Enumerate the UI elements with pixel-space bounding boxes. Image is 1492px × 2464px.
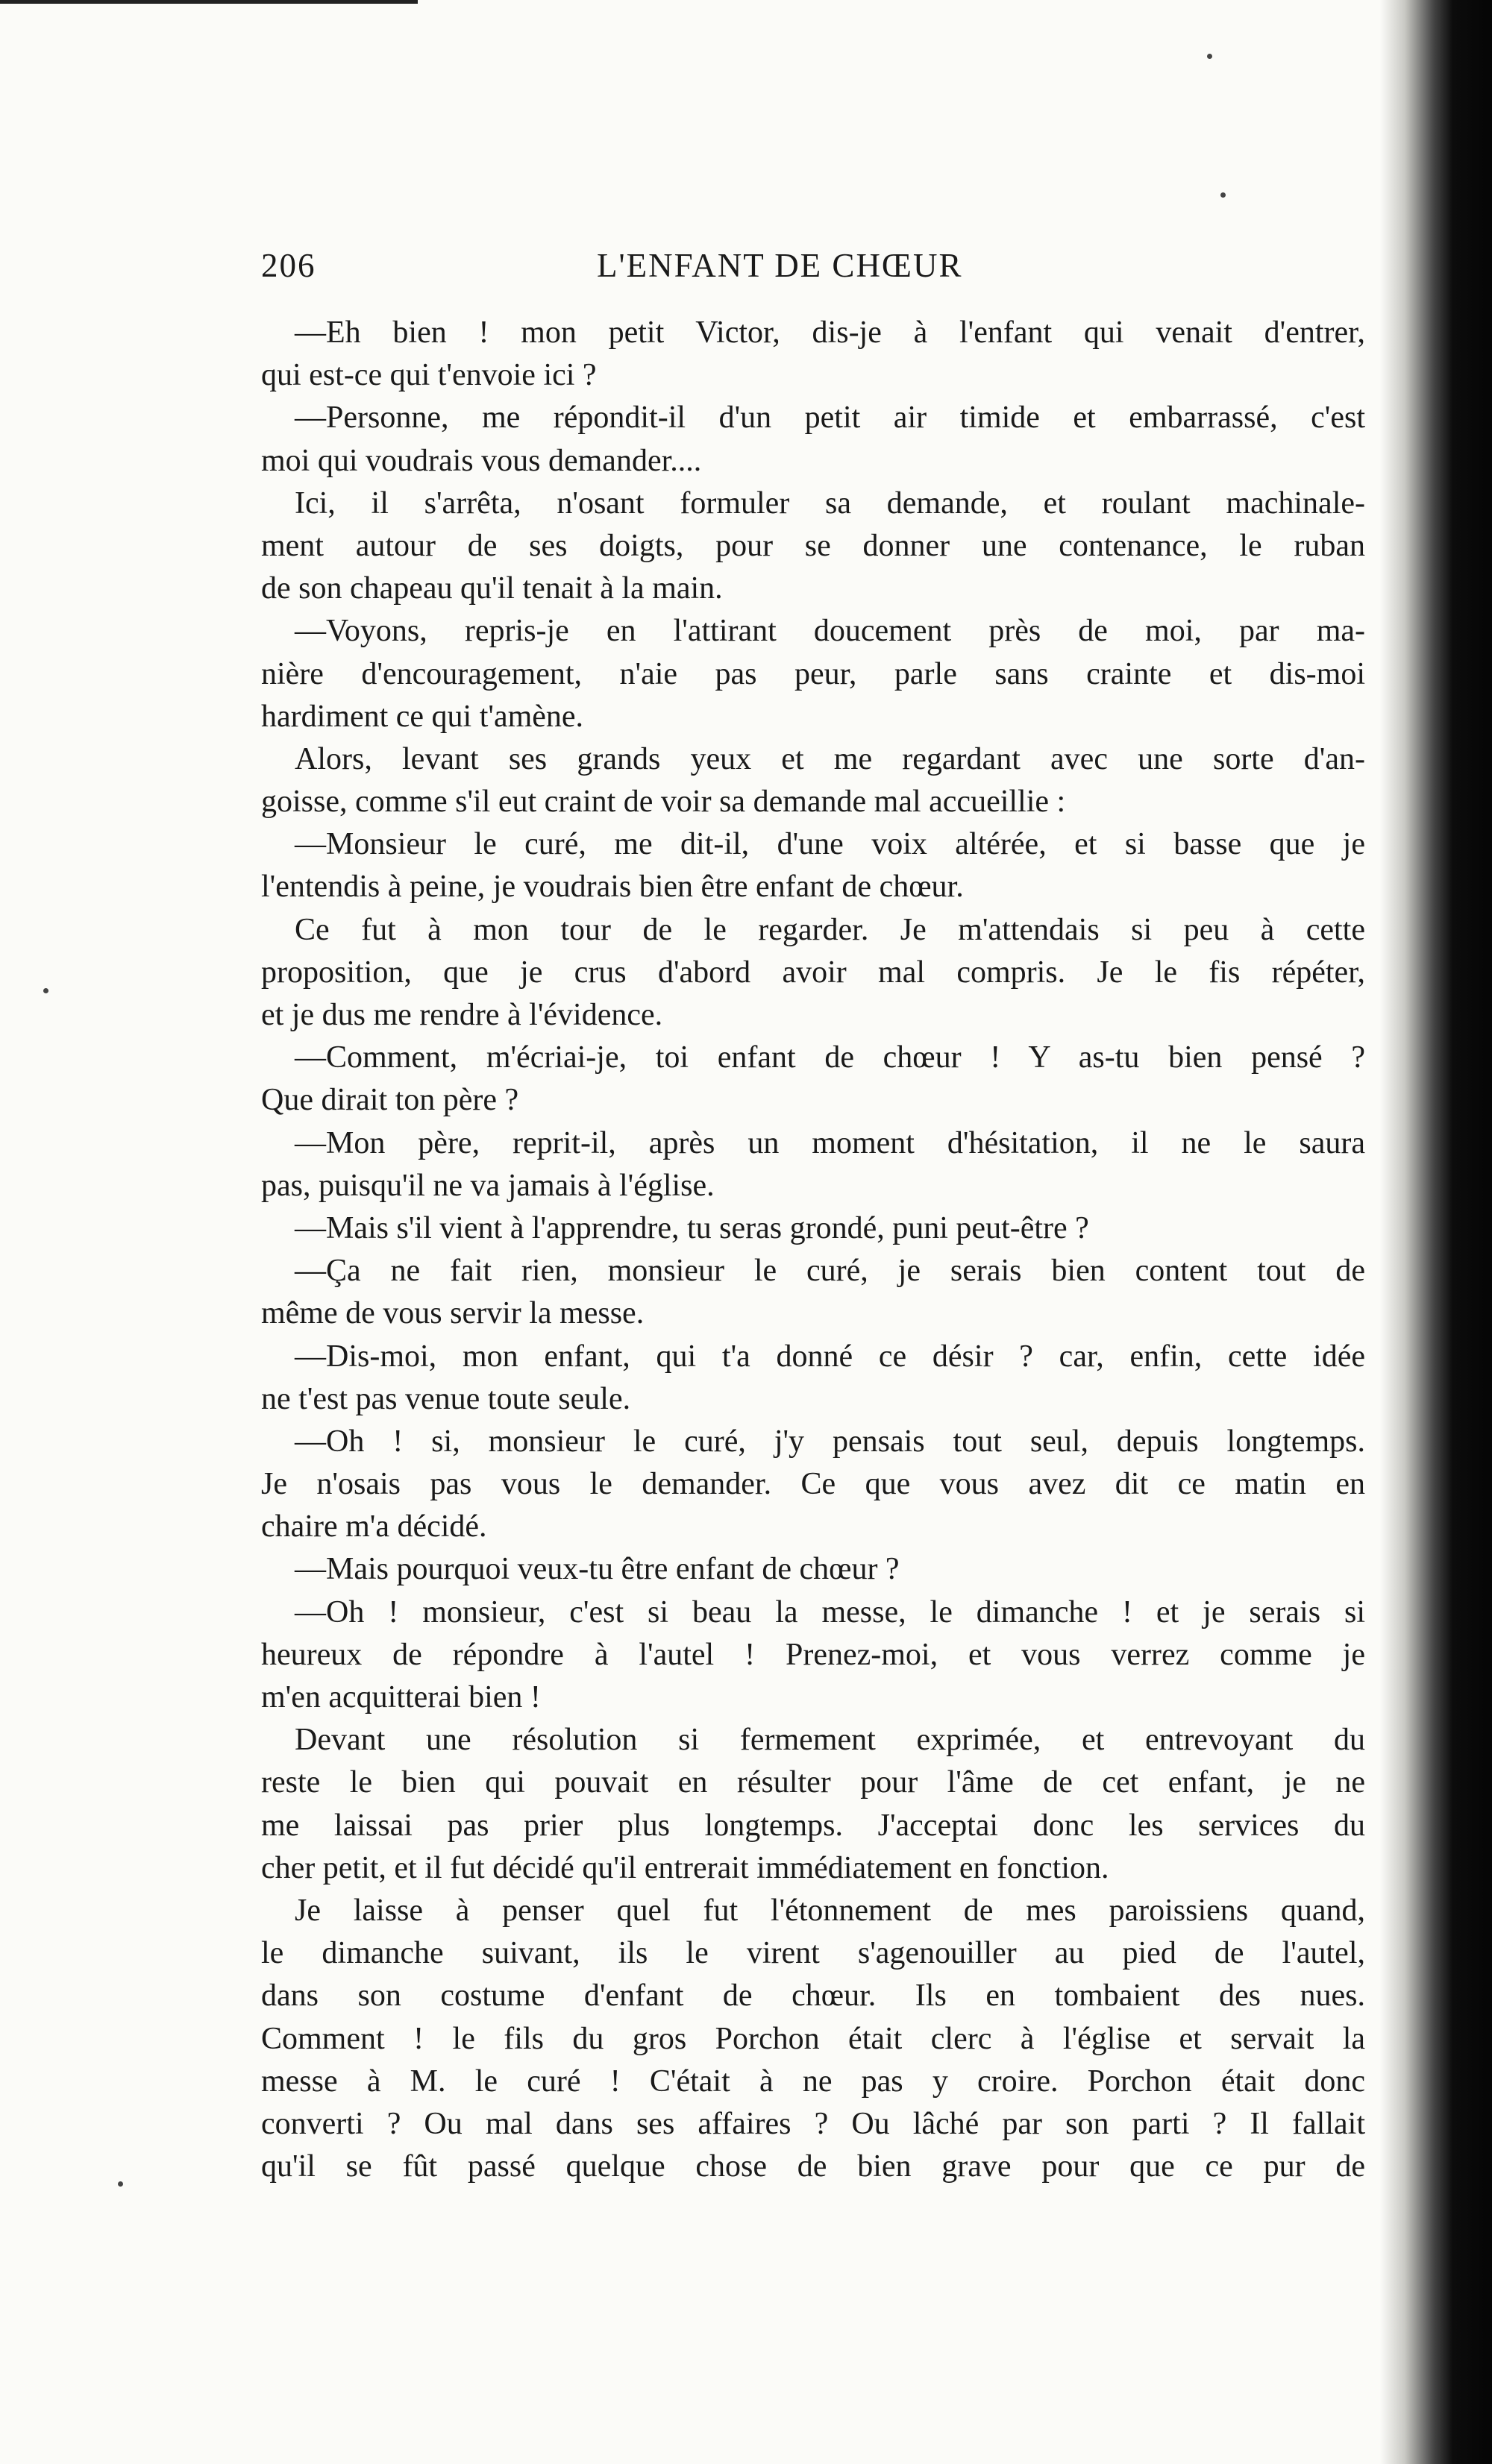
- text-line: reste le bien qui pouvait en résulter pour l'âme de cet enfant, je ne: [261, 1765, 1365, 1800]
- text-line: Ici, il s'arrêta, n'osant formuler sa demande, et roulant machinale-: [295, 485, 1365, 521]
- text-line: me laissai pas prier plus longtemps. J'acceptai donc les services du: [261, 1808, 1365, 1843]
- text-line: qui est-ce qui t'envoie ici ?: [261, 358, 597, 393]
- text-line: converti ? Ou mal dans ses affaires ? Ou lâché par son parti ? Il fallait: [261, 2106, 1365, 2141]
- text-line: Ce fut à mon tour de le regarder. Je m'attendais si peu à cette: [295, 912, 1365, 947]
- text-line: —Personne, me répondit-il d'un petit air timide et embarrassé, c'est: [295, 400, 1365, 436]
- text-line: ment autour de ses doigts, pour se donner une contenance, le ruban: [261, 528, 1365, 563]
- text-line: —Mon père, reprit-il, après un moment d'hésitation, il ne le saura: [295, 1125, 1365, 1160]
- text-line: moi qui voudrais vous demander....: [261, 443, 702, 478]
- text-line: —Mais pourquoi veux-tu être enfant de chœur ?: [295, 1552, 900, 1587]
- text-line: dans son costume d'enfant de chœur. Ils en tombaient des nues.: [261, 1979, 1365, 2014]
- text-line: —Eh bien ! mon petit Victor, dis-je à l'enfant qui venait d'entrer,: [295, 315, 1365, 350]
- text-line: —Voyons, repris-je en l'attirant doucement près de moi, par ma-: [295, 614, 1365, 649]
- text-line: qu'il se fût passé quelque chose de bien grave pour que ce pur de: [261, 2149, 1365, 2184]
- page-binding-shadow: [1380, 0, 1492, 2464]
- text-line: —Dis-moi, mon enfant, qui t'a donné ce désir ? car, enfin, cette idée: [295, 1339, 1365, 1374]
- text-line: et je dus me rendre à l'évidence.: [261, 998, 663, 1032]
- text-line: nière d'encouragement, n'aie pas peur, parle sans crainte et dis-moi: [261, 656, 1365, 691]
- text-line: Comment ! le fils du gros Porchon était clerc à l'église et servait la: [261, 2021, 1365, 2056]
- text-line: cher petit, et il fut décidé qu'il entrerait immédiatement en fonction.: [261, 1850, 1109, 1885]
- text-line: —Monsieur le curé, me dit-il, d'une voix altérée, et si basse que je: [295, 827, 1365, 862]
- text-line: chaire m'a décidé.: [261, 1509, 487, 1544]
- text-line: —Comment, m'écriai-je, toi enfant de chœur ! Y as-tu bien pensé ?: [295, 1040, 1365, 1075]
- text-line: —Mais s'il vient à l'apprendre, tu seras grondé, puni peut-être ?: [295, 1210, 1089, 1245]
- text-line: messe à M. le curé ! C'était à ne pas y croire. Porchon était donc: [261, 2064, 1365, 2099]
- ink-speck: [118, 2181, 123, 2187]
- text-line: ne t'est pas venue toute seule.: [261, 1381, 631, 1416]
- text-line: hardiment ce qui t'amène.: [261, 699, 584, 734]
- text-line: goisse, comme s'il eut craint de voir sa demande mal accueillie :: [261, 785, 1066, 820]
- text-line: le dimanche suivant, ils le virent s'agenouiller au pied de l'autel,: [261, 1936, 1365, 1971]
- body-text: [261, 312, 1365, 2188]
- running-head: L'ENFANT DE CHŒUR: [597, 247, 963, 284]
- text-line: m'en acquitterai bien !: [261, 1680, 541, 1715]
- text-line: —Oh ! si, monsieur le curé, j'y pensais tout seul, depuis longtemps.: [295, 1424, 1365, 1459]
- text-line: Je n'osais pas vous le demander. Ce que vous avez dit ce matin en: [261, 1467, 1365, 1502]
- page-number: 206: [261, 247, 316, 284]
- text-line: l'entendis à peine, je voudrais bien être enfant de chœur.: [261, 870, 964, 905]
- text-line: Alors, levant ses grands yeux et me regardant avec une sorte d'an-: [295, 741, 1365, 776]
- text-line: de son chapeau qu'il tenait à la main.: [261, 571, 723, 606]
- ink-speck: [1207, 54, 1212, 59]
- text-line: —Oh ! monsieur, c'est si beau la messe, le dimanche ! et je serais si: [295, 1594, 1365, 1629]
- text-line: même de vous servir la messe.: [261, 1296, 645, 1331]
- text-line: Devant une résolution si fermement exprimée, et entrevoyant du: [295, 1723, 1365, 1758]
- text-line: heureux de répondre à l'autel ! Prenez-moi, et vous verrez comme je: [261, 1637, 1365, 1672]
- ink-speck: [43, 988, 48, 993]
- text-line: Je laisse à penser quel fut l'étonnement de mes paroissiens quand,: [295, 1893, 1365, 1928]
- page-top-edge-mark: [0, 0, 418, 10]
- ink-speck: [1220, 192, 1226, 198]
- text-line: pas, puisqu'il ne va jamais à l'église.: [261, 1168, 715, 1203]
- text-line: Que dirait ton père ?: [261, 1083, 519, 1118]
- text-line: proposition, que je crus d'abord avoir mal compris. Je le fis répéter,: [261, 955, 1365, 990]
- text-line: —Ça ne fait rien, monsieur le curé, je serais bien content tout de: [295, 1254, 1365, 1289]
- page-header: [261, 246, 1395, 291]
